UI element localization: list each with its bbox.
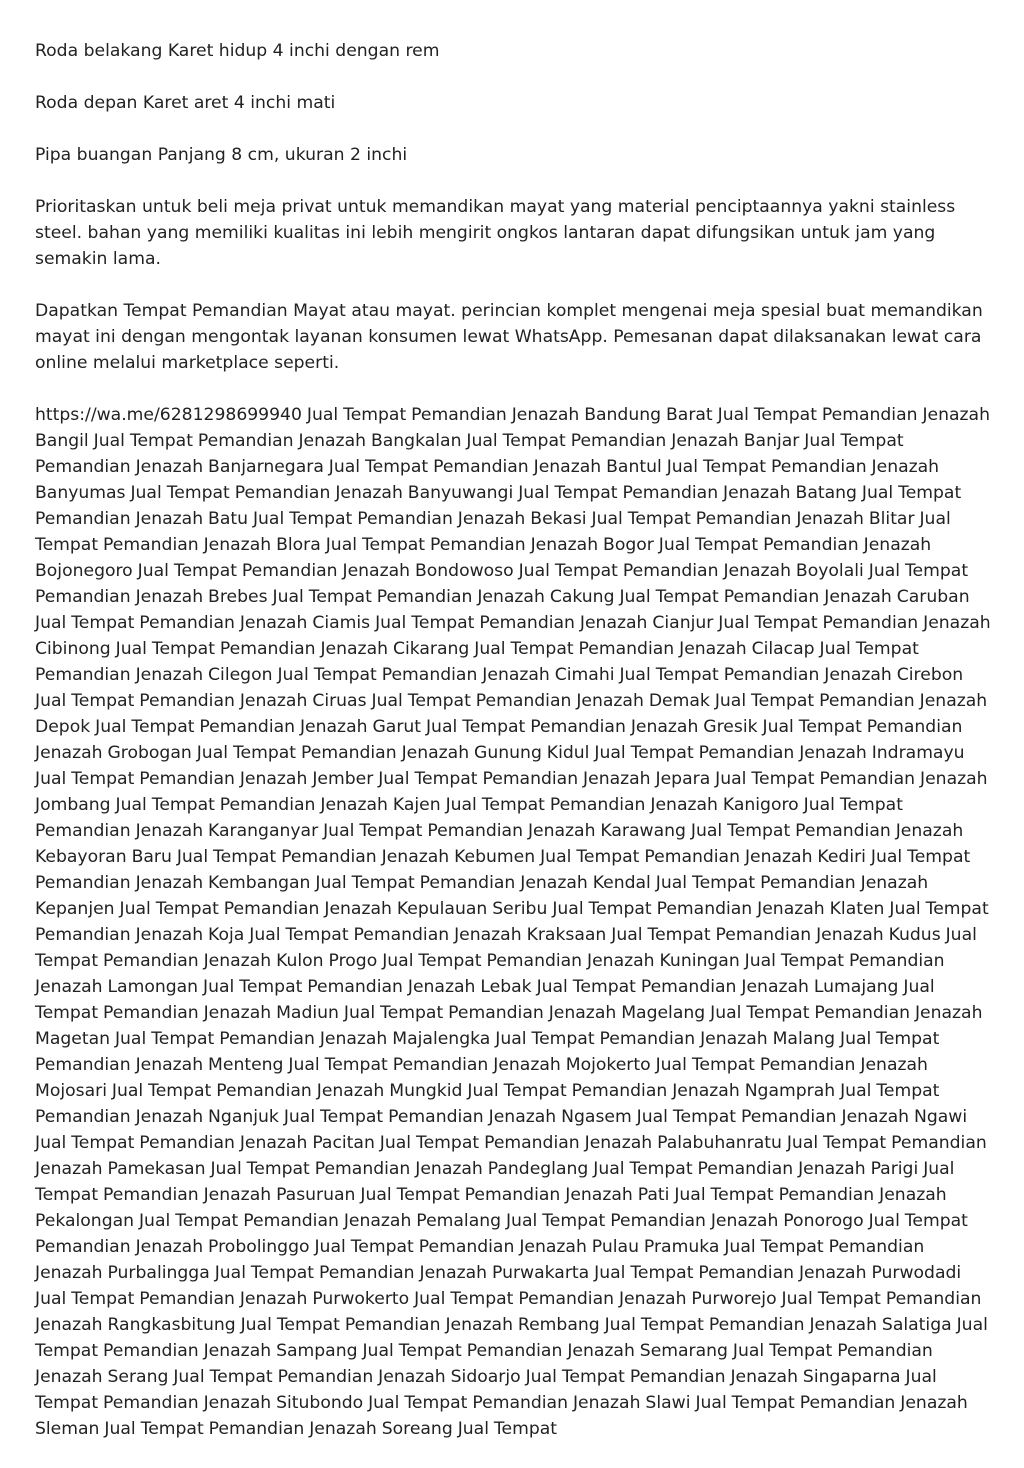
paragraph-material: Prioritaskan untuk beli meja privat untuk memandikan mayat yang material penciptaannya yakni stainless steel. bahan yang memiliki kualitas ini lebih mengirit ongkos lantaran dapat difungsikan untuk jam yang semakin lama.: [35, 197, 956, 269]
spec-front-wheel: Roda depan Karet aret 4 inchi mati: [35, 93, 336, 113]
paragraph-locations: https://wa.me/6281298699940 Jual Tempat Pemandian Jenazah Bandung Barat Jual Tempat Pemandian Jenazah Bangil Jual Tempat Pemandian Jenazah Bangkalan Jual Tempat Pemandian Jenazah Banjar Jual Tempat Pemandian Jenazah Banjarnegara Jual Tempat Pemandian Jenazah Bantul Jual Tempat Pemandian Jenazah Banyumas Jual Tempat Pemandian Jenazah Banyuwangi Jual Tempat Pemandian Jenazah Batang Jual Tempat Pemandian Jenazah Batu Jual Tempat Pemandian Jenazah Bekasi Jual Tempat Pemandian Jenazah Blitar Jual Tempat Pemandian Jenazah Blora Jual Tempat Pemandian Jenazah Bogor Jual Tempat Pemandian Jenazah Bojonegoro Jual Tempat Pemandian Jenazah Bondowoso Jual Tempat Pemandian Jenazah Boyolali Jual Tempat Pemandian Jenazah Brebes Jual Tempat Pemandian Jenazah Cakung Jual Tempat Pemandian Jenazah Caruban Jual Tempat Pemandian Jenazah Ciamis Jual Tempat Pemandian Jenazah Cianjur Jual Tempat Pemandian Jenazah Cibinong Jual Tempat Pemandian Jenazah Cikarang Jual Tempat Pemandian Jenazah Cilacap Jual Tempat Pemandian Jenazah Cilegon Jual Tempat Pemandian Jenazah Cimahi Jual Tempat Pemandian Jenazah Cirebon Jual Tempat Pemandian Jenazah Ciruas Jual Tempat Pemandian Jenazah Demak Jual Tempat Pemandian Jenazah Depok Jual Tempat Pemandian Jenazah Garut Jual Tempat Pemandian Jenazah Gresik Jual Tempat Pemandian Jenazah Grobogan Jual Tempat Pemandian Jenazah Gunung Kidul Jual Tempat Pemandian Jenazah Indramayu Jual Tempat Pemandian Jenazah Jember Jual Tempat Pemandian Jenazah Jepara Jual Tempat Pemandian Jenazah Jombang Jual Tempat Pemandian Jenazah Kajen Jual Tempat Pemandian Jenazah Kanigoro Jual Tempat Pemandian Jenazah Karanganyar Jual Tempat Pemandian Jenazah Karawang Jual Tempat Pemandian Jenazah Kebayoran Baru Jual Tempat Pemandian Jenazah Kebumen Jual Tempat Pemandian Jenazah Kediri Jual Tempat Pemandian Jenazah Kembangan Jual Tempat Pemandian Jenazah Kendal Jual Tempat Pemandian Jenazah Kepanjen Jual Tempat Pemandian Jenazah Kepulauan Seribu Jual Tempat Pemandian Jenazah Klaten Jual Tempat Pemandian Jenazah Koja Jual Tempat Pemandian Jenazah Kraksaan Jual Tempat Pemandian Jenazah Kudus Jual Tempat Pemandian Jenazah Kulon Progo Jual Tempat Pemandian Jenazah Kuningan Jual Tempat Pemandian Jenazah Lamongan Jual Tempat Pemandian Jenazah Lebak Jual Tempat Pemandian Jenazah Lumajang Jual Tempat Pemandian Jenazah Madiun Jual Tempat Pemandian Jenazah Magelang Jual Tempat Pemandian Jenazah Magetan Jual Tempat Pemandian Jenazah Majalengka Jual Tempat Pemandian Jenazah Malang Jual Tempat Pemandian Jenazah Menteng Jual Tempat Pemandian Jenazah Mojokerto Jual Tempat Pemandian Jenazah Mojosari Jual Tempat Pemandian Jenazah Mungkid Jual Tempat Pemandian Jenazah Ngamprah Jual Tempat Pemandian Jenazah Nganjuk Jual Tempat Pemandian Jenazah Ngasem Jual Tempat Pemandian Jenazah Ngawi Jual Tempat Pemandian Jenazah Pacitan Jual Tempat Pemandian Jenazah Palabuhanratu Jual Tempat Pemandian Jenazah Pamekasan Jual Tempat Pemandian Jenazah Pandeglang Jual Tempat Pemandian Jenazah Parigi Jual Tempat Pemandian Jenazah Pasuruan Jual Tempat Pemandian Jenazah Pati Jual Tempat Pemandian Jenazah Pekalongan Jual Tempat Pemandian Jenazah Pemalang Jual Tempat Pemandian Jenazah Ponorogo Jual Tempat Pemandian Jenazah Probolinggo Jual Tempat Pemandian Jenazah Pulau Pramuka Jual Tempat Pemandian Jenazah Purbalingga Jual Tempat Pemandian Jenazah Purwakarta Jual Tempat Pemandian Jenazah Purwodadi Jual Tempat Pemandian Jenazah Purwokerto Jual Tempat Pemandian Jenazah Purworejo Jual Tempat Pemandian Jenazah Rangkasbitung Jual Tempat Pemandian Jenazah Rembang Jual Tempat Pemandian Jenazah Salatiga Jual Tempat Pemandian Jenazah Sampang Jual Tempat Pemandian Jenazah Semarang Jual Tempat Pemandian Jenazah Serang Jual Tempat Pemandian Jenazah Sidoarjo Jual Tempat Pemandian Jenazah Singaparna Jual Tempat Pemandian Jenazah Situbondo Jual Tempat Pemandian Jenazah Slawi Jual Tempat Pemandian Jenazah Sleman Jual Tempat Pemandian Jenazah Soreang Jual Tempat: [35, 405, 991, 1439]
spec-drain-pipe: Pipa buangan Panjang 8 cm, ukuran 2 inchi: [35, 145, 408, 165]
paragraph-contact: Dapatkan Tempat Pemandian Mayat atau mayat. perincian komplet mengenai meja spesial buat memandikan mayat ini dengan mengontak layanan konsumen lewat WhatsApp. Pemesanan dapat dilaksanakan lewat cara online melalui marketplace seperti.: [35, 301, 983, 373]
document-page: [35, 38, 995, 1468]
spec-rear-wheel: Roda belakang Karet hidup 4 inchi dengan rem: [35, 41, 440, 61]
